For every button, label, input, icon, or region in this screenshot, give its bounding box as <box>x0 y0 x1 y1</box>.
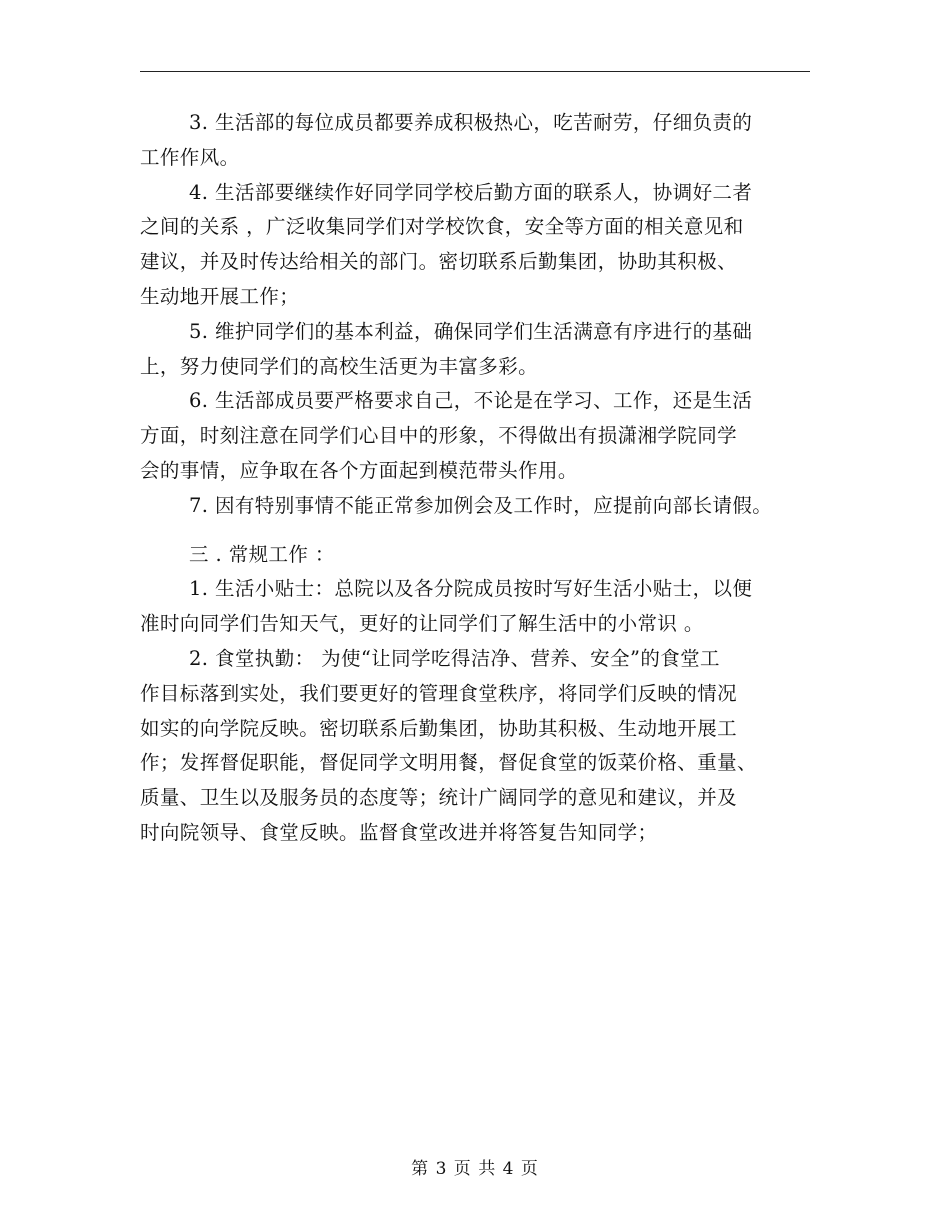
section-item-2 <box>140 642 812 851</box>
paragraph-line: 3. 生活部的每位成员都要养成积极热心，吃苦耐劳，仔细负责的 <box>189 111 753 134</box>
page-number-footer: 第 3 页 共 4 页 <box>411 1159 539 1179</box>
paragraph-line: 之间的关系 ，广泛收集同学们对学校饮食，安全等方面的相关意见和 <box>140 215 744 239</box>
paragraph-item-5 <box>140 315 812 385</box>
document-body <box>140 106 812 851</box>
paragraph-line: 会的事情，应争取在各个方面起到模范带头作用。 <box>140 458 578 482</box>
paragraph-line: 作目标落到实处，我们要更好的管理食堂秩序，将同学们反映的情况 <box>140 681 738 705</box>
paragraph-line: 1. 生活小贴士：总院以及各分院成员按时写好生活小贴士，以便 <box>189 577 753 601</box>
paragraph-line: 作；发挥督促职能，督促同学文明用餐，督促食堂的饭菜价格、重量、 <box>140 751 757 775</box>
paragraph-line: 准时向同学们告知天气，更好的让同学们了解生活中的小常识 。 <box>140 612 704 636</box>
paragraph-line: 7. 因有特别事情不能正常参加例会及工作时，应提前向部长请假。 <box>189 493 773 517</box>
section-gap <box>140 524 812 538</box>
paragraph-line: 时向院领导、食堂反映。监督食堂改进并将答复告知同学； <box>140 820 658 844</box>
paragraph-line: 6. 生活部成员要严格要求自己，不论是在学习、工作，还是生活 <box>189 389 753 413</box>
paragraph-line: 上，努力使同学们的高校生活更为丰富多彩。 <box>140 354 539 378</box>
paragraph-line: 工作作风。 <box>140 145 240 169</box>
paragraph-line: 4. 生活部要继续作好同学同学校后勤方面的联系人，协调好二者 <box>189 180 753 204</box>
section-heading: 三 . 常规工作 ： <box>189 542 335 566</box>
paragraph-line: 5. 维护同学们的基本利益，确保同学们生活满意有序进行的基础 <box>189 319 753 343</box>
paragraph-line: 如实的向学院反映。密切联系后勤集团，协助其积极、生动地开展工 <box>140 716 738 740</box>
paragraph-line: 质量、卫生以及服务员的态度等；统计广阔同学的意见和建议，并及 <box>140 786 738 810</box>
paragraph-line: 方面，时刻注意在同学们心目中的形象，不得做出有损潇湘学院同学 <box>140 424 738 448</box>
paragraph-line: 建议，并及时传达给相关的部门。密切联系后勤集团，协助其积极、 <box>140 250 738 274</box>
paragraph-item-3 <box>140 106 812 176</box>
header-rule <box>140 71 810 72</box>
paragraph-item-6 <box>140 384 812 488</box>
section-item-1 <box>140 572 812 642</box>
paragraph-line: 生动地开展工作； <box>140 284 300 308</box>
paragraph-line: 2. 食堂执勤： 为使“让同学吃得洁净、营养、安全”的食堂工 <box>189 646 720 670</box>
paragraph-item-4 <box>140 176 812 315</box>
paragraph-item-7 <box>140 489 812 524</box>
